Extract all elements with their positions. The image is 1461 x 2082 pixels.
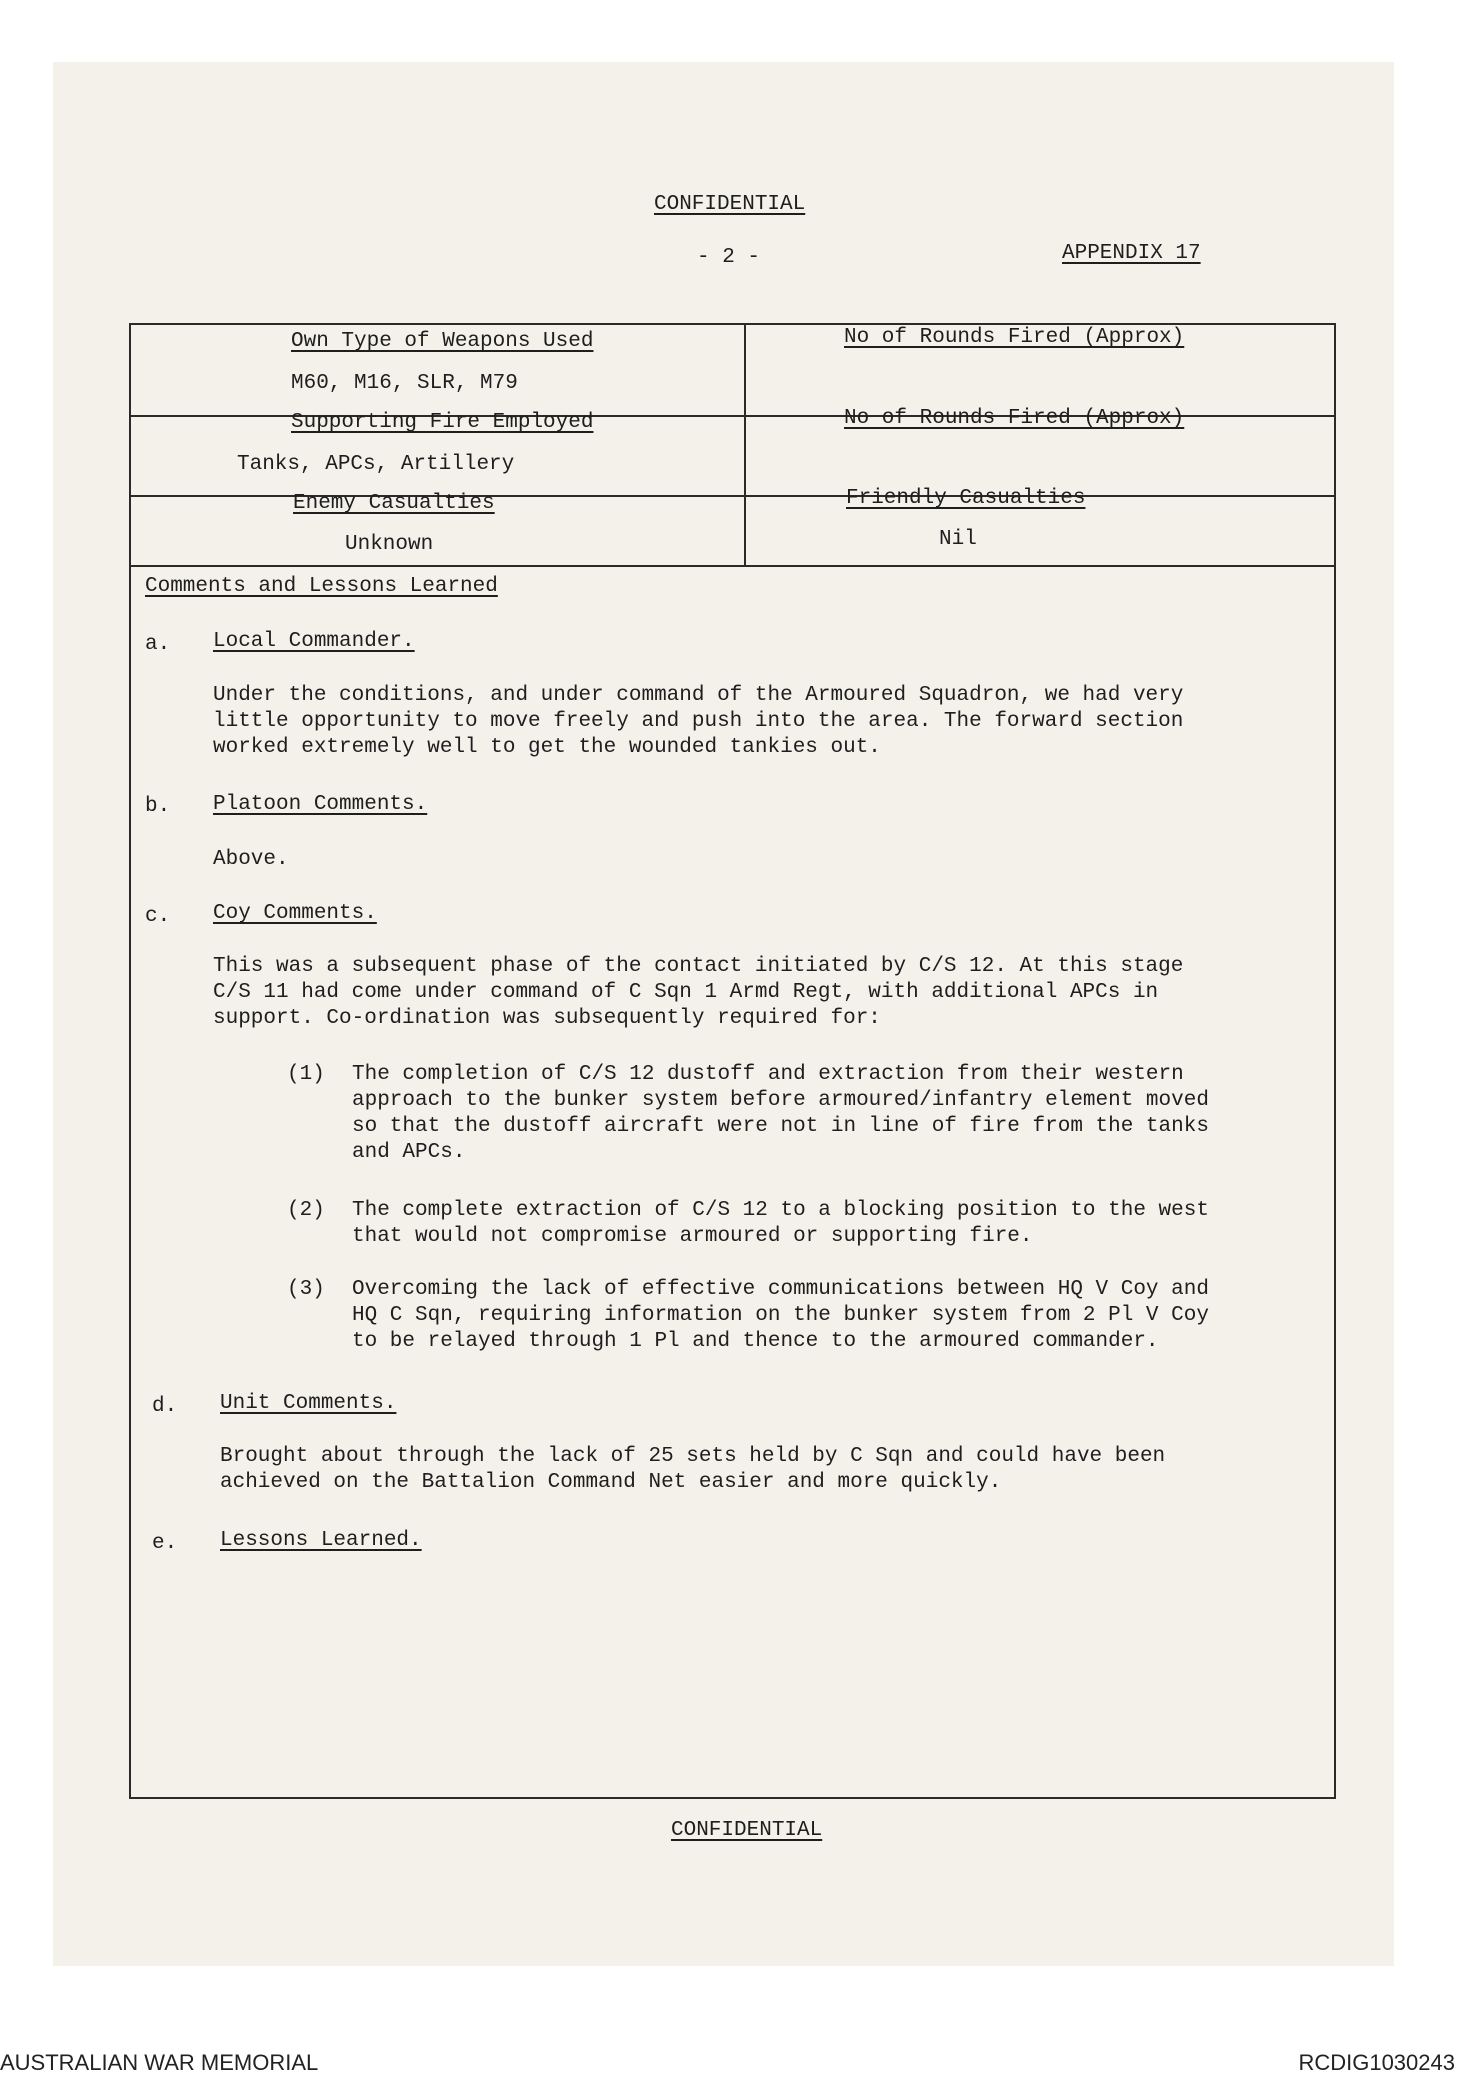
sub-item-number: (3) (287, 1278, 325, 1301)
sub-item-line: so that the dustoff aircraft were not in line of fire from the tanks (352, 1115, 1209, 1138)
archive-source-label: AUSTRALIAN WAR MEMORIAL (0, 2050, 319, 2075)
friendly-casualties-value: Nil (939, 528, 977, 551)
sub-item-line: to be relayed through 1 Pl and thence to the armoured commander. (352, 1330, 1159, 1353)
supporting-fire-value: Tanks, APCs, Artillery (237, 453, 515, 476)
table-divider (131, 565, 1334, 567)
sub-item-line: The completion of C/S 12 dustoff and extraction from their western (352, 1063, 1184, 1086)
enemy-casualties-value: Unknown (345, 533, 434, 556)
local-commander-heading: Local Commander. (213, 630, 415, 653)
platoon-comments-text: Above. (213, 848, 289, 871)
coy-comments-line: support. Co-ordination was subsequently required for: (213, 1007, 881, 1030)
item-marker: b. (145, 795, 171, 818)
page-number: - 2 - (697, 246, 761, 269)
sub-item-number: (1) (287, 1063, 325, 1086)
coy-comments-line: C/S 11 had come under command of C Sqn 1 Armd Regt, with additional APCs in (213, 981, 1159, 1004)
item-marker: d. (152, 1395, 178, 1418)
appendix-label: APPENDIX 17 (1062, 242, 1201, 265)
sub-item-line: that would not compromise armoured or supporting fire. (352, 1225, 1033, 1248)
friendly-casualties-label: Friendly Casualties (846, 487, 1086, 510)
sub-item-line: approach to the bunker system before armoured/infantry element moved (352, 1089, 1209, 1112)
supporting-fire-label: Supporting Fire Employed (291, 411, 594, 434)
lessons-learned-heading: Lessons Learned. (220, 1529, 422, 1552)
unit-comments-line: Brought about through the lack of 25 sets held by C Sqn and could have been (220, 1445, 1166, 1468)
own-weapons-label: Own Type of Weapons Used (291, 330, 594, 353)
item-marker: a. (145, 633, 171, 656)
table-column-divider (744, 325, 746, 565)
local-commander-line: Under the conditions, and under command of the Armoured Squadron, we had very (213, 684, 1184, 707)
platoon-comments-heading: Platoon Comments. (213, 793, 428, 816)
local-commander-line: worked extremely well to get the wounded tankies out. (213, 736, 881, 759)
unit-comments-line: achieved on the Battalion Command Net easier and more quickly. (220, 1471, 1002, 1494)
sub-item-number: (2) (287, 1199, 325, 1222)
classification-header: CONFIDENTIAL (654, 193, 806, 216)
coy-comments-heading: Coy Comments. (213, 902, 377, 925)
sub-item-line: The complete extraction of C/S 12 to a blocking position to the west (352, 1199, 1209, 1222)
archive-id-label: RCDIG1030243 (1298, 2050, 1455, 2075)
sub-item-line: Overcoming the lack of effective communications between HQ V Coy and (352, 1278, 1209, 1301)
enemy-casualties-label: Enemy Casualties (293, 492, 495, 515)
classification-footer: CONFIDENTIAL (671, 1819, 823, 1842)
unit-comments-heading: Unit Comments. (220, 1392, 397, 1415)
sub-item-line: HQ C Sqn, requiring information on the bunker system from 2 Pl V Coy (352, 1304, 1209, 1327)
local-commander-line: little opportunity to move freely and push into the area. The forward section (213, 710, 1184, 733)
rounds-fired-label: No of Rounds Fired (Approx) (844, 407, 1185, 430)
rounds-fired-label: No of Rounds Fired (Approx) (844, 326, 1185, 349)
sub-item-line: and APCs. (352, 1141, 466, 1164)
item-marker: c. (145, 905, 171, 928)
coy-comments-line: This was a subsequent phase of the contact initiated by C/S 12. At this stage (213, 955, 1184, 978)
own-weapons-value: M60, M16, SLR, M79 (291, 372, 518, 395)
item-marker: e. (152, 1532, 178, 1555)
comments-title: Comments and Lessons Learned (145, 575, 498, 598)
